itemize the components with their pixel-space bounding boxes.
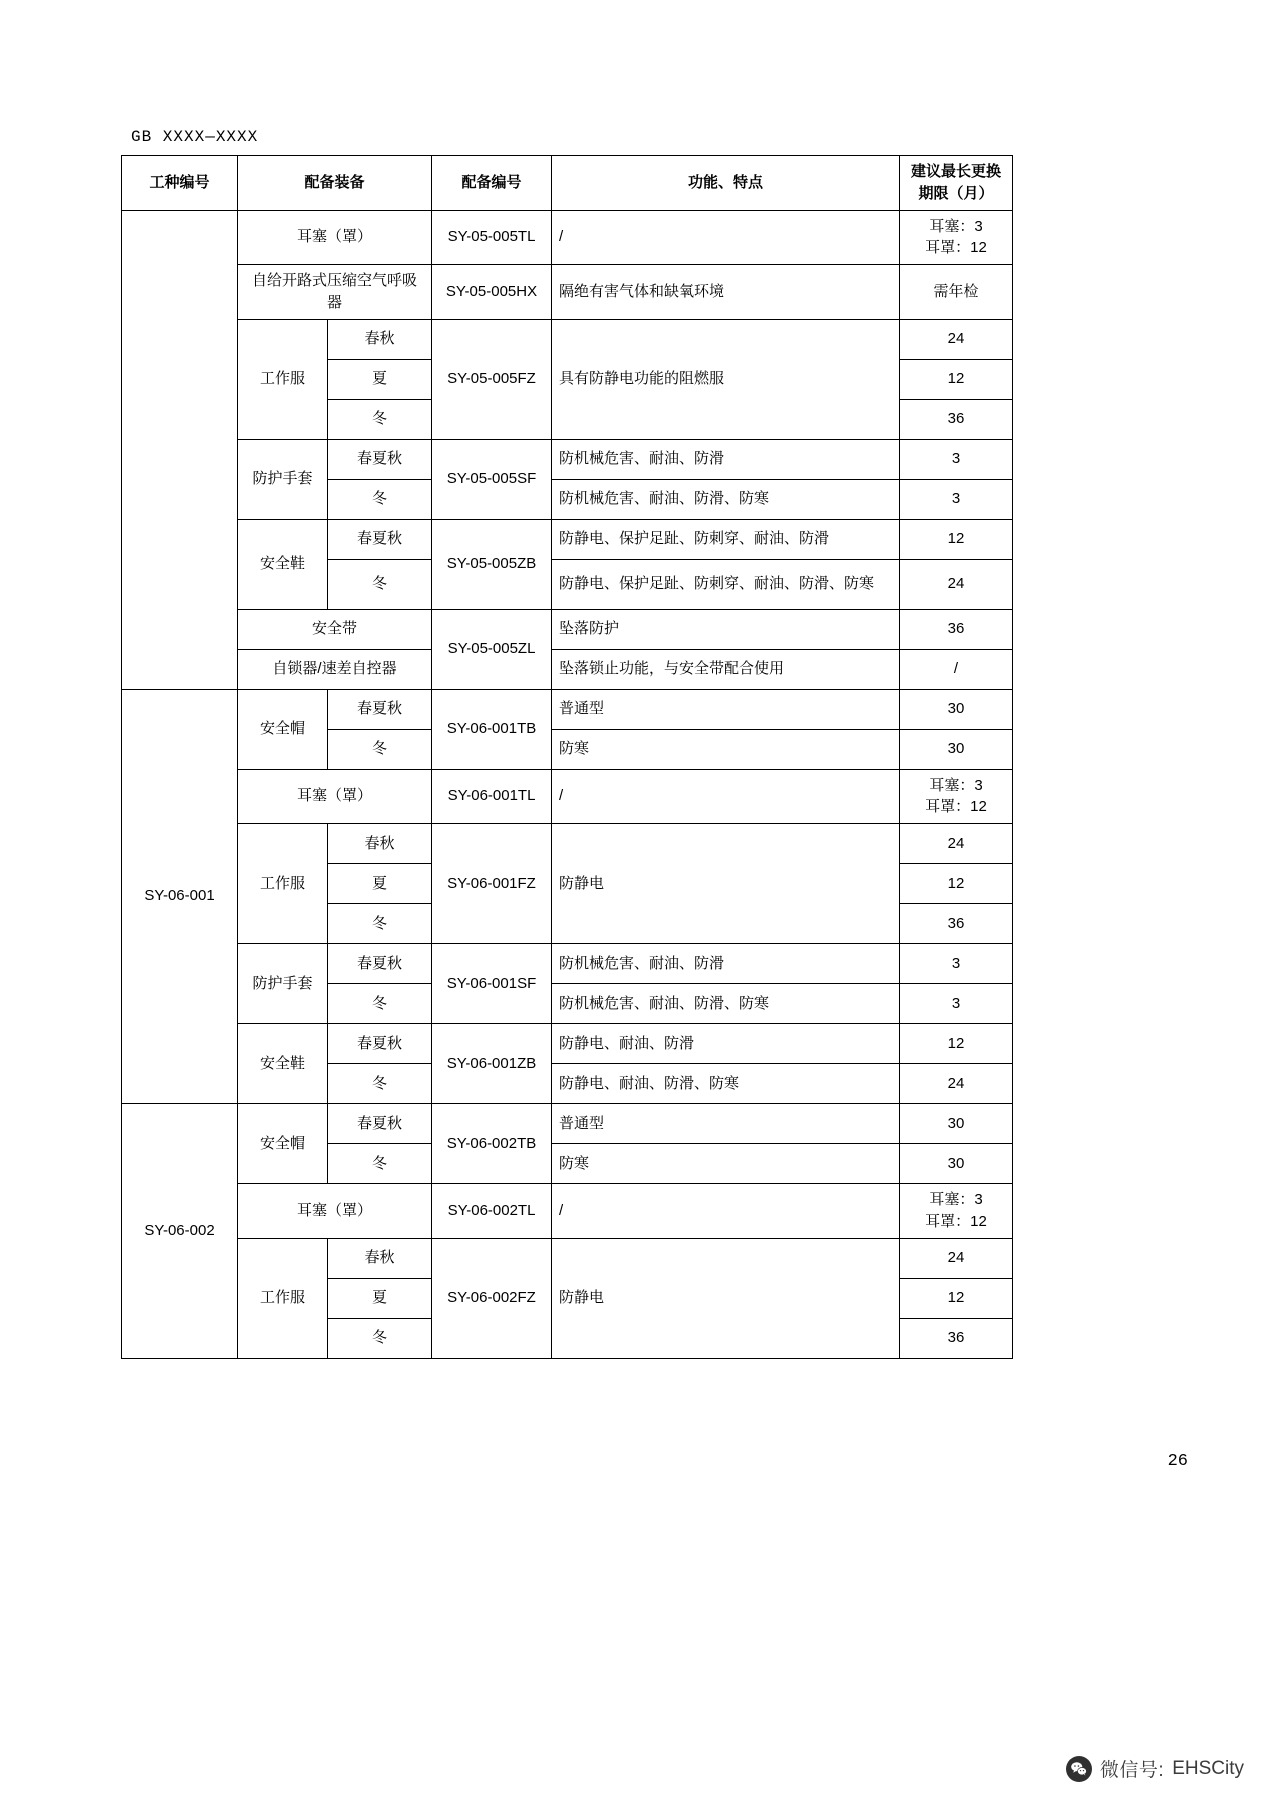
cell-equipment-code: SY-06-001TL [432,769,552,824]
cell-job-code: SY-06-001 [122,689,238,1104]
cell-equipment-code: SY-06-002TB [432,1104,552,1184]
cell-equipment: 安全帽 [238,1104,328,1184]
cell-equipment-code: SY-06-002TL [432,1184,552,1239]
cell-period: 30 [900,729,1013,769]
cell-season: 冬 [328,984,432,1024]
cell-period: 24 [900,1238,1013,1278]
cell-function: / [552,1184,900,1239]
cell-function: 防静电 [552,824,900,944]
col-header-equipment-code: 配备编号 [432,156,552,211]
cell-period: 30 [900,1144,1013,1184]
cell-equipment: 工作服 [238,1238,328,1358]
standard-number-header: GB XXXX—XXXX [131,128,259,146]
cell-equipment: 防护手套 [238,439,328,519]
cell-equipment-code: SY-06-001TB [432,689,552,769]
cell-function: 防静电 [552,1238,900,1358]
cell-function: 防寒 [552,729,900,769]
cell-equipment-code: SY-05-005FZ [432,319,552,439]
cell-function: 坠落锁止功能，与安全带配合使用 [552,649,900,689]
cell-function: 防机械危害、耐油、防滑 [552,439,900,479]
cell-season: 春夏秋 [328,439,432,479]
cell-season: 冬 [328,559,432,609]
cell-function: 防寒 [552,1144,900,1184]
table-row [122,689,1013,729]
col-header-function: 功能、特点 [552,156,900,211]
cell-season: 夏 [328,864,432,904]
table-row [122,1184,1013,1239]
cell-period: 24 [900,1064,1013,1104]
table-row [122,824,1013,864]
cell-function: / [552,769,900,824]
cell-equipment-code: SY-05-005SF [432,439,552,519]
cell-period: 3 [900,984,1013,1024]
cell-period: 12 [900,519,1013,559]
cell-period: 24 [900,824,1013,864]
cell-period: 24 [900,559,1013,609]
col-header-equipment: 配备装备 [238,156,432,211]
cell-season: 春夏秋 [328,1104,432,1144]
cell-period: / [900,649,1013,689]
cell-season: 春秋 [328,319,432,359]
cell-season: 春夏秋 [328,944,432,984]
cell-job-code: SY-06-002 [122,1104,238,1359]
cell-period: 12 [900,864,1013,904]
cell-equipment-code: SY-06-001ZB [432,1024,552,1104]
table-row [122,319,1013,359]
col-header-replacement-period: 建议最长更换期限（月） [900,156,1013,211]
table-row [122,1238,1013,1278]
cell-function: 普通型 [552,1104,900,1144]
table-row [122,609,1013,649]
cell-function: / [552,210,900,265]
cell-period: 3 [900,944,1013,984]
cell-period: 耳塞：3 耳罩：12 [900,769,1013,824]
cell-season: 春秋 [328,1238,432,1278]
watermark [1066,1755,1244,1782]
cell-job-code [122,210,238,689]
watermark-label: 微信号: [1099,1760,1165,1781]
cell-season: 春秋 [328,824,432,864]
cell-period: 36 [900,1318,1013,1358]
table-row [122,944,1013,984]
cell-season: 春夏秋 [328,519,432,559]
cell-function: 具有防静电功能的阻燃服 [552,319,900,439]
cell-equipment-code: SY-06-001SF [432,944,552,1024]
cell-period: 36 [900,609,1013,649]
cell-function: 坠落防护 [552,609,900,649]
cell-function: 防机械危害、耐油、防滑、防寒 [552,984,900,1024]
cell-equipment: 耳塞（罩） [238,769,432,824]
cell-function: 防静电、耐油、防滑 [552,1024,900,1064]
cell-equipment: 安全鞋 [238,519,328,609]
cell-function: 防静电、保护足趾、防刺穿、耐油、防滑 [552,519,900,559]
cell-season: 冬 [328,1144,432,1184]
cell-equipment-code: SY-05-005TL [432,210,552,265]
table-row [122,210,1013,265]
cell-function: 普通型 [552,689,900,729]
cell-equipment: 自给开路式压缩空气呼吸器 [238,265,432,320]
table-row [122,519,1013,559]
table-row [122,649,1013,689]
cell-period: 耳塞：3 耳罩：12 [900,210,1013,265]
table-header-row [122,156,1013,211]
ppe-allocation-table [121,155,1013,1359]
table-row [122,1024,1013,1064]
page-number: 26 [1167,1452,1188,1471]
cell-period: 12 [900,359,1013,399]
cell-period: 30 [900,1104,1013,1144]
cell-season: 夏 [328,359,432,399]
cell-period: 24 [900,319,1013,359]
cell-equipment: 防护手套 [238,944,328,1024]
cell-season: 夏 [328,1278,432,1318]
cell-equipment: 自锁器/速差自控器 [238,649,432,689]
cell-equipment: 工作服 [238,319,328,439]
cell-season: 春夏秋 [328,1024,432,1064]
cell-season: 春夏秋 [328,689,432,729]
cell-period: 需年检 [900,265,1013,320]
table-row [122,265,1013,320]
cell-equipment: 工作服 [238,824,328,944]
cell-season: 冬 [328,479,432,519]
cell-function: 防机械危害、耐油、防滑、防寒 [552,479,900,519]
cell-season: 冬 [328,1064,432,1104]
cell-period: 36 [900,399,1013,439]
cell-equipment: 安全鞋 [238,1024,328,1104]
cell-equipment: 耳塞（罩） [238,1184,432,1239]
cell-equipment: 安全帽 [238,689,328,769]
cell-equipment-code: SY-06-001FZ [432,824,552,944]
cell-period: 12 [900,1278,1013,1318]
cell-season: 冬 [328,399,432,439]
cell-equipment: 耳塞（罩） [238,210,432,265]
table-row [122,439,1013,479]
cell-period: 耳塞：3 耳罩：12 [900,1184,1013,1239]
cell-equipment-code: SY-05-005HX [432,265,552,320]
cell-period: 30 [900,689,1013,729]
table-row [122,769,1013,824]
cell-period: 36 [900,904,1013,944]
col-header-job-code: 工种编号 [122,156,238,211]
cell-period: 3 [900,479,1013,519]
watermark-brand: EHSCity [1172,1757,1244,1779]
cell-season: 冬 [328,1318,432,1358]
cell-period: 3 [900,439,1013,479]
cell-equipment-code: SY-05-005ZL [432,609,552,689]
cell-function: 防静电、保护足趾、防刺穿、耐油、防滑、防寒 [552,559,900,609]
cell-equipment: 安全带 [238,609,432,649]
cell-season: 冬 [328,904,432,944]
cell-season: 冬 [328,729,432,769]
cell-equipment-code: SY-05-005ZB [432,519,552,609]
wechat-icon [1066,1756,1092,1782]
cell-function: 防静电、耐油、防滑、防寒 [552,1064,900,1104]
cell-equipment-code: SY-06-002FZ [432,1238,552,1358]
cell-function: 防机械危害、耐油、防滑 [552,944,900,984]
cell-function: 隔绝有害气体和缺氧环境 [552,265,900,320]
table-row [122,1104,1013,1144]
cell-period: 12 [900,1024,1013,1064]
